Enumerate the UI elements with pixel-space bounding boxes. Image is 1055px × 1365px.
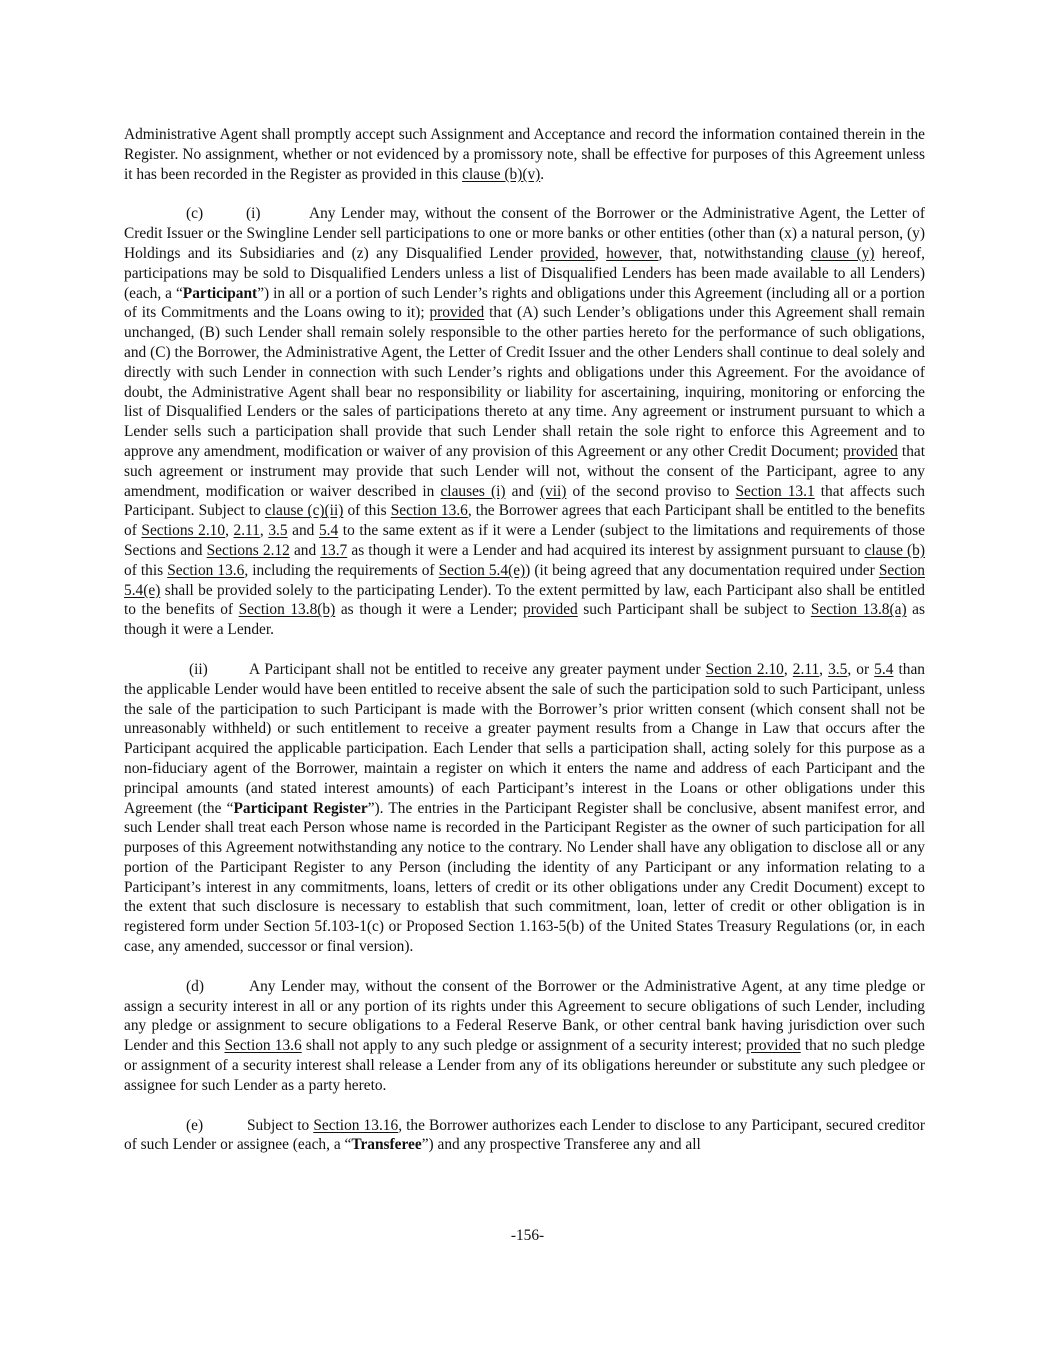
cross-reference: 5.4 — [318, 522, 339, 540]
subsection-label: (i) — [246, 205, 261, 223]
paragraph-c-ii — [124, 660, 925, 957]
defined-term-bold: Transferee — [351, 1136, 422, 1154]
text: hereof, participations may be sold to Disqualified Lenders unless a list of Disqualified Lenders has been made available to all Lenders) (each, a “ — [124, 244, 925, 302]
cross-reference: Section 13.8(a) — [810, 601, 907, 619]
defined-term-bold: Participant — [182, 284, 258, 302]
cross-reference: Section 13.1 — [735, 482, 815, 500]
subsection-label: (ii) — [189, 660, 208, 678]
cross-reference: Section 13.8(b) — [238, 601, 336, 619]
cross-reference: clause (b)(v) — [462, 165, 541, 183]
text: , — [259, 522, 269, 540]
text: , or — [847, 660, 875, 678]
cross-reference: Section 2.10 — [705, 660, 784, 678]
page-number: -156- — [510, 1227, 545, 1244]
text: Any Lender may, without the consent of the Borrower or the Administrative Agent, at any time pledge or assign a security interest in all or any portion of its rights under this Agreement to secure obligations of such Lender, including any pledge or assignment to secure obligations to a Federal Reserve Bank, or other central bank having jurisdiction over such Lender and this — [124, 977, 925, 1055]
cross-reference: 3.5 — [828, 660, 848, 678]
section-label: (c) — [186, 205, 204, 223]
text: , the Borrower agrees that each Participant shall be entitled to the benefits of — [124, 502, 926, 540]
text: ”) in all or a portion of such Lender’s rights and obligations under this Agreement (including all or a portion of its Commitments and the Loans owing to it); — [124, 284, 925, 322]
paragraph-c-i — [124, 204, 925, 640]
text: Administrative Agent shall promptly accept such Assignment and Acceptance and record the information contained therein in the Register. No assignment, whether or not evidenced by a promissory note, shall be effective for purposes of this Agreement unless it has been recorded in the Register as provided in this — [124, 126, 925, 183]
cross-reference: Sections 2.10 — [141, 522, 226, 540]
cross-reference: Section 13.6 — [390, 502, 468, 520]
defined-term: provided — [523, 601, 578, 619]
text: , — [225, 522, 234, 540]
defined-term: provided — [843, 442, 898, 460]
paragraph-b-v-continuation — [124, 125, 925, 184]
cross-reference: clause (c)(ii) — [264, 502, 344, 520]
cross-reference: Section 13.6 — [224, 1037, 302, 1055]
paragraph-e — [124, 1116, 925, 1156]
cross-reference: clauses (i) — [440, 482, 506, 500]
cross-reference: Sections 2.12 — [206, 541, 290, 559]
text: , — [819, 660, 829, 678]
text: , that, notwithstanding — [658, 244, 811, 262]
text: of this — [124, 561, 168, 579]
paragraph-d — [124, 977, 925, 1096]
cross-reference: clause (b) — [864, 541, 926, 559]
text: that affects such Participant. Subject to — [124, 482, 925, 520]
text: , — [594, 244, 607, 262]
text: that no such pledge or assignment of a security interest shall release a Lender from any of its obligations hereunder or substitute any such pledgee or assignee for such Lender as a party hereto. — [124, 1037, 925, 1094]
text: and — [505, 482, 540, 500]
defined-term-bold: Participant Register — [233, 799, 368, 817]
section-label: (d) — [186, 977, 204, 995]
text: of this — [343, 502, 391, 520]
defined-term: however — [606, 244, 659, 262]
cross-reference: Section 5.4(e) — [438, 561, 526, 579]
cross-reference: Section 13.6 — [167, 561, 245, 579]
text: , including the requirements of — [244, 561, 439, 579]
defined-term: provided — [540, 244, 595, 262]
cross-reference: (vii) — [539, 482, 567, 500]
text: than the applicable Lender would have been entitled to receive absent the sale of such the participation sold to such Participant, unless the sale of the participation to such Participant is made with the Borrower’s prior written consent (which consent shall not be unreasonably withheld) or such entitlement to receive a greater payment results from a Change in Law that occurs after the Participant acquired the applicable participation. Each Lender that sells a participation shall, acting solely for this purpose as a non-fiduciary agent of the Borrower, maintain a register on which it enters the name and address of each Participant and the principal amounts (and stated interest amounts) of each Participant’s interest in the Loans or other obligations under this Agreement (the “ — [124, 660, 925, 817]
cross-reference: 2.11 — [233, 522, 260, 540]
text: . — [540, 165, 545, 183]
text: shall be provided solely to the participating Lender). To the extent permitted by law, each Participant also shall be entitled to the benefits of — [124, 581, 925, 619]
cross-reference: Section 13.16 — [313, 1116, 399, 1134]
text: ) (it being agreed that any documentation required under — [525, 561, 879, 579]
text: that (A) such Lender’s obligations under this Agreement shall remain unchanged, (B) such Lender shall remain solely responsible to the other parties hereto for the performance of such obligations, and (C) the Borrower, the Administrative Agent, the Letter of Credit Issuer and the other Lenders shall continue to deal solely and directly with such Lender in connection with such Lender’s rights and obligations under this Agreement. For the avoidance of doubt, the Administrative Agent shall bear no responsibility or liability for ascertaining, inquiring, monitoring or enforcing the list of Disqualified Lenders or the sales of participations thereto at any time. Any agreement or instrument pursuant to which a Lender sells such a participation shall provide that such Lender shall retain the sole right to enforce this Agreement and to approve any amendment, modification or waiver of any provision of this Agreement or any other Credit Document; — [124, 304, 926, 460]
text: of the second proviso to — [566, 482, 736, 500]
section-label: (e) — [186, 1116, 204, 1134]
cross-reference: clause (y) — [810, 244, 875, 262]
defined-term: provided — [746, 1037, 801, 1055]
text: ”). The entries in the Participant Register shall be conclusive, absent manifest error, and such Lender shall treat each Person whose name is recorded in the Participant Register as the owner of such participation for all purposes of this Agreement notwithstanding any notice to the contrary. No Lender shall have any obligation to disclose all or any portion of the Participant Register to any Person (including the identity of any Participant or any information relating to a Participant’s interest in any commitments, loans, letters of credit or its other obligations under any Credit Document) except to the extent that such disclosure is necessary to establish that such commitment, loan, letter of credit or other obligation is in registered form under Section 5f.103-1(c) or Proposed Section 1.163-5(b) of the United States Treasury Regulations (or, in each case, any amended, successor or final version). — [124, 799, 926, 956]
text: and — [287, 522, 319, 540]
text: shall not apply to any such pledge or assignment of a security interest; — [301, 1037, 747, 1055]
text: Subject to — [247, 1116, 314, 1134]
text: as though it were a Lender and had acquired its interest by assignment pursuant to — [347, 541, 865, 559]
cross-reference: 13.7 — [320, 541, 348, 559]
cross-reference: 2.11 — [792, 660, 820, 678]
defined-term: provided — [429, 304, 485, 322]
cross-reference: 3.5 — [268, 522, 288, 540]
text: Any Lender may, without the consent of the Borrower or the Administrative Agent, the Letter of Credit Issuer or the Swingline Lender sell participations to one or more banks or other entities (other than (x) a natural person, (y) Holdings and its Subsidiaries and (z) any Disqualified Lender — [124, 205, 925, 262]
text: to the same extent as if it were a Lender (subject to the limitations and requirements of those Sections and — [124, 522, 925, 559]
text: , the Borrower authorizes each Lender to disclose to any Participant, secured creditor of such Lender or assignee (each, a “ — [124, 1116, 925, 1154]
cross-reference: 5.4 — [874, 660, 894, 678]
document-body — [124, 125, 925, 1155]
text: and — [289, 541, 321, 559]
text: ”) and any prospective Transferee any and all — [421, 1136, 701, 1154]
text: as though it were a Lender. — [124, 601, 925, 639]
text: as though it were a Lender; — [335, 601, 524, 619]
text: A Participant shall not be entitled to receive any greater payment under — [249, 660, 706, 678]
cross-reference: Section 5.4(e) — [124, 561, 925, 599]
text: , — [783, 660, 793, 678]
text: such Participant shall be subject to — [577, 601, 811, 619]
text: that such agreement or instrument may provide that such Lender will not, without the consent of the Participant, agree to any amendment, modification or waiver described in — [124, 442, 926, 500]
